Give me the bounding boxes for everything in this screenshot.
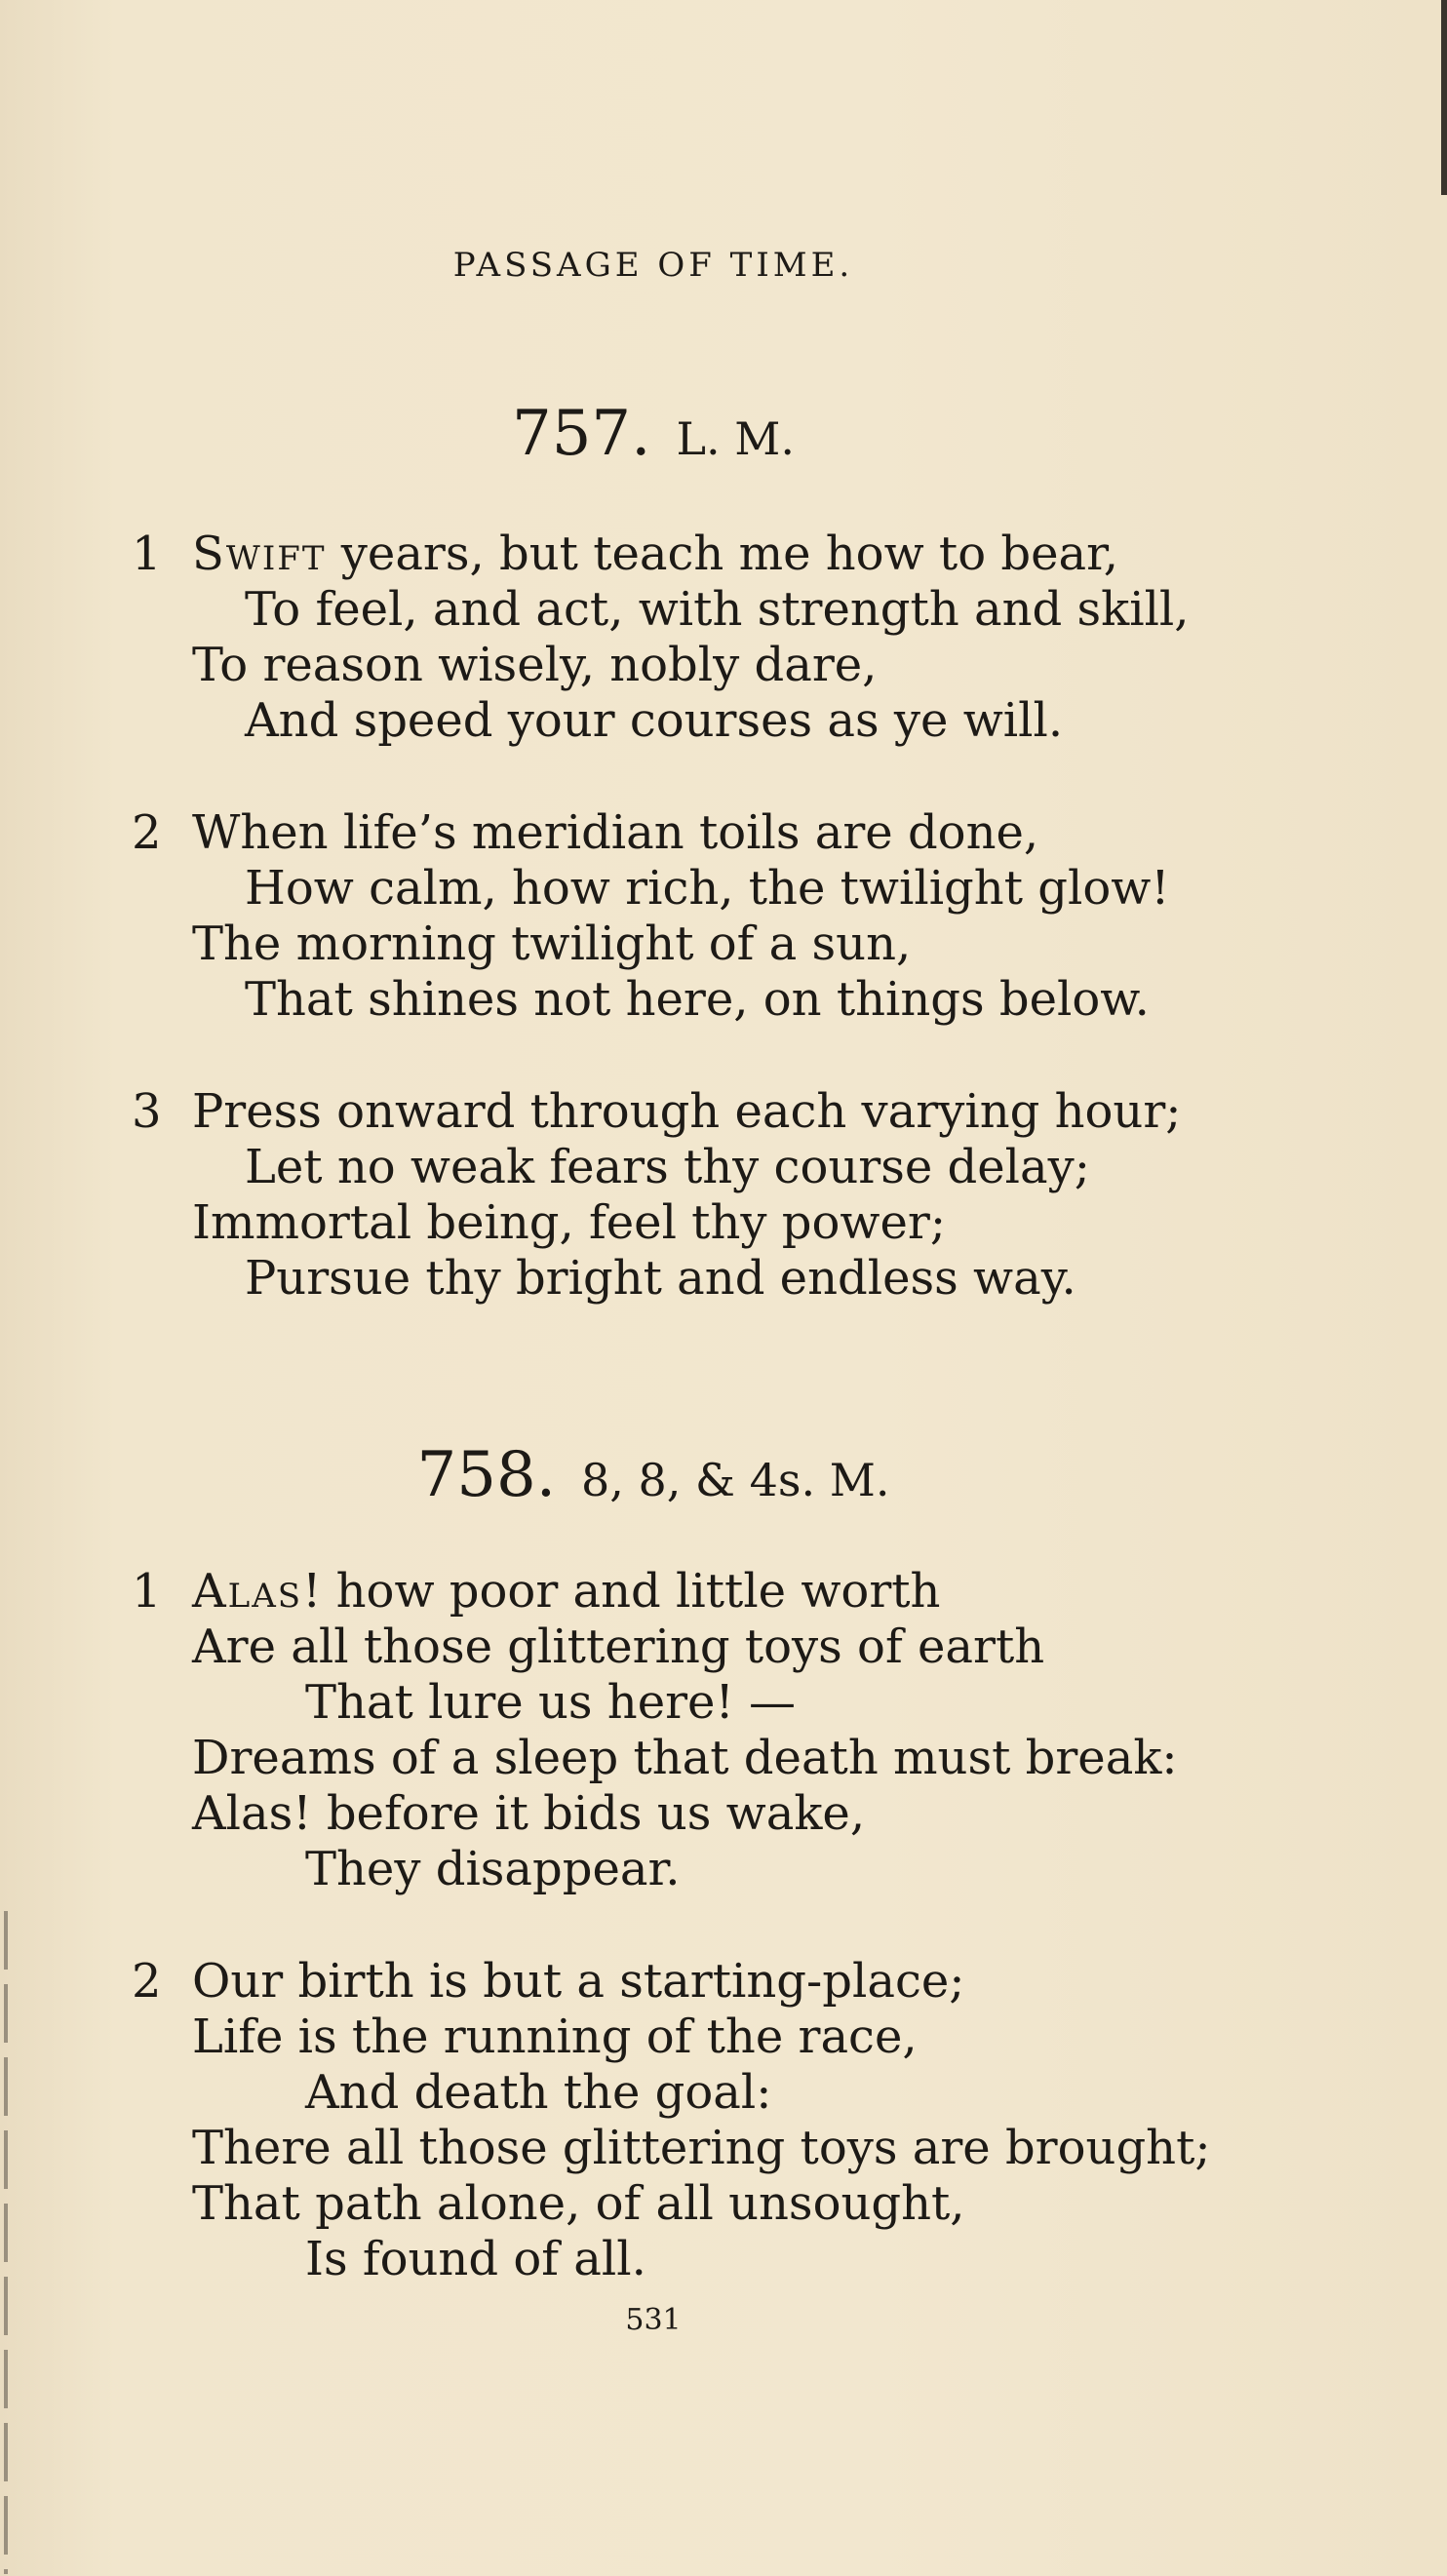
stanza-line <box>132 1954 1211 2010</box>
line-text: years, but teach me how to bear, <box>326 527 1119 581</box>
stanza-line <box>132 527 1190 582</box>
stanza-line: Life is the running of the race, <box>192 2010 918 2064</box>
stanza <box>132 1084 1181 1307</box>
stanza-number: 1 <box>132 1564 162 1619</box>
stanza-line: Dreams of a sleep that death must break: <box>192 1731 1178 1785</box>
stanza-line <box>132 1564 1178 1620</box>
line-text: Our birth is but a starting-place; <box>192 1954 965 2009</box>
stanza-line: How calm, how rich, the twilight glow! <box>245 861 1170 916</box>
stanza <box>132 1954 1211 2287</box>
page-edge-shadow <box>1441 0 1447 195</box>
hymn-meter: L. M. <box>676 412 795 465</box>
running-head: PASSAGE OF TIME. <box>452 246 854 285</box>
initial-word: Swift <box>192 527 327 581</box>
hymn-heading <box>0 398 1307 470</box>
stanza-line: Pursue thy bright and endless way. <box>245 1251 1076 1306</box>
stanza-line: Let no weak fears thy course delay; <box>245 1140 1090 1194</box>
page-gutter-shadow <box>4 1911 8 2574</box>
stanza <box>132 527 1190 749</box>
hymn-number: 758. <box>416 1439 557 1511</box>
stanza-line: Immortal being, feel thy power; <box>192 1195 946 1250</box>
stanza-line: That lure us here! — <box>305 1675 796 1730</box>
stanza-number: 3 <box>132 1084 162 1139</box>
page-number: 531 <box>625 2303 682 2337</box>
line-text: When life’s meridian toils are done, <box>192 805 1039 860</box>
stanza-number: 2 <box>132 805 162 860</box>
hymn-heading <box>0 1439 1307 1511</box>
stanza-line: They disappear. <box>305 1842 681 1896</box>
initial-word: Alas <box>192 1564 303 1619</box>
stanza-line: To feel, and act, with strength and skill, <box>245 582 1190 637</box>
hymn-number: 757. <box>511 398 651 470</box>
stanza-line: And death the goal: <box>305 2065 772 2120</box>
stanza-number: 1 <box>132 527 162 581</box>
stanza <box>132 805 1170 1028</box>
stanza-line: Are all those glittering toys of earth <box>192 1620 1045 1674</box>
stanza <box>132 1564 1178 1897</box>
line-text: Press onward through each varying hour; <box>192 1084 1182 1139</box>
stanza-line: That path alone, of all unsought, <box>192 2176 965 2231</box>
stanza-line: There all those glittering toys are brought; <box>192 2121 1211 2175</box>
stanza-line: To reason wisely, nobly dare, <box>192 638 878 692</box>
stanza-line <box>132 1084 1181 1140</box>
stanza-line: The morning twilight of a sun, <box>192 917 912 971</box>
stanza-line: Alas! before it bids us wake, <box>192 1786 866 1841</box>
stanza-number: 2 <box>132 1954 162 2009</box>
hymn-meter: 8, 8, & 4s. M. <box>581 1454 890 1506</box>
stanza-line <box>132 805 1170 861</box>
line-text: ! how poor and little worth <box>302 1564 941 1619</box>
stanza-line: Is found of all. <box>305 2232 646 2286</box>
stanza-line: And speed your courses as ye will. <box>245 693 1064 748</box>
stanza-line: That shines not here, on things below. <box>245 972 1150 1027</box>
